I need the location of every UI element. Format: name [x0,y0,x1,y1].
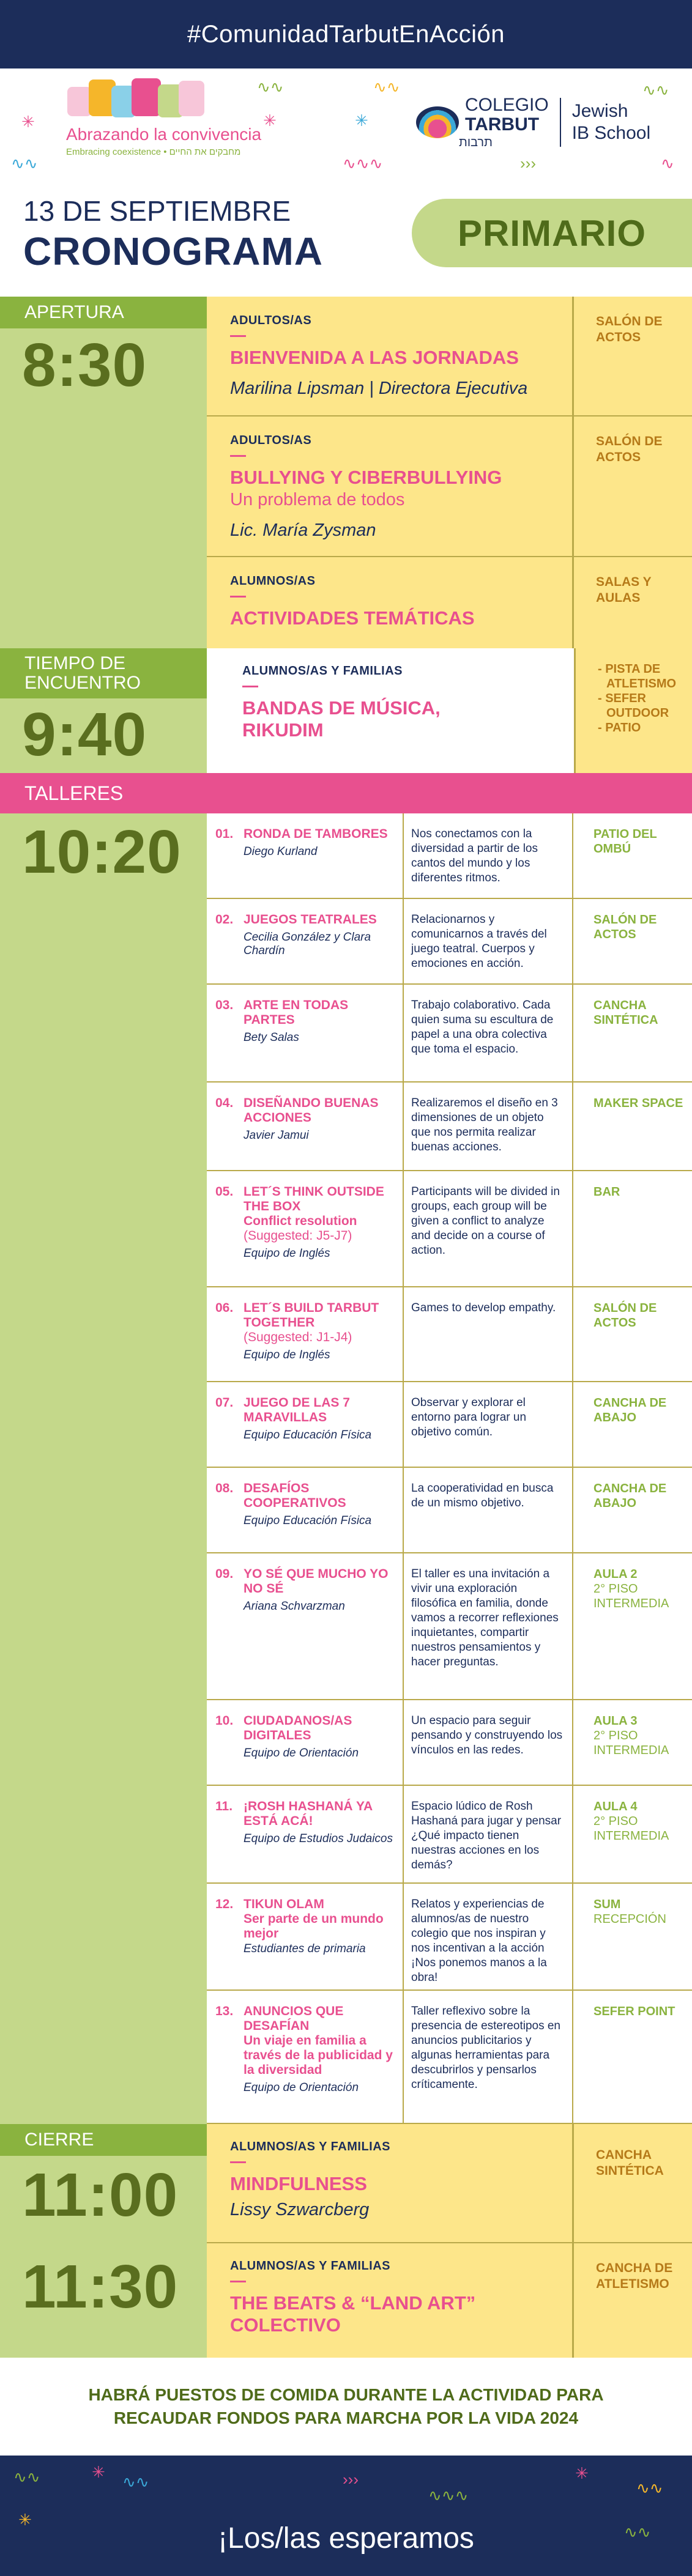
apertura-label: APERTURA [0,297,207,328]
event-audience: ALUMNOS/AS Y FAMILIAS [230,2140,391,2153]
workshop-location: PATIO DEL OMBÚ [593,827,657,856]
event-title-line: RIKUDIM [242,719,324,741]
workshop-location: BAR [593,1185,620,1199]
workshop-row [207,985,692,1083]
workshop-location: MAKER SPACE [593,1097,683,1110]
event-audience: ALUMNOS/AS Y FAMILIAS [230,2259,391,2273]
squiggle-icon: ∿ [661,154,674,172]
workshop-description: Relatos y experiencias de alumnos/as de nuestro colegio que nos inspiran y nos incentivan a la acción ¡Nos ponemos manos a la obra! [411,1898,547,1984]
event-title-line: BANDAS DE MÚSICA, [242,697,441,719]
workshop-row [207,1382,692,1468]
workshop-number: 08. [215,1481,234,1495]
event-title-line: THE BEATS & “LAND ART” [230,2292,476,2314]
workshop-location: AULA 2 [593,1567,638,1581]
squiggle-icon: ∿∿ [122,2473,149,2491]
workshop-title: RONDA DE TAMBORES [244,827,388,841]
location-line: ATLETISMO [596,2277,669,2291]
workshop-number: 05. [215,1185,234,1199]
workshop-title: DISEÑANDO BUENAS ACCIONES [244,1096,379,1125]
workshop-host: Equipo de Inglés [244,1349,330,1361]
accent-dash [230,2281,246,2282]
squiggle-icon: ∿∿∿ [428,2486,469,2504]
hashtag-banner [0,0,692,68]
squiggle-icon: ∿∿ [624,2523,651,2541]
encuentro-label-line: ENCUENTRO [24,673,141,693]
workshop-title: TIKUN OLAM [244,1897,324,1911]
workshop-row [207,1786,692,1884]
workshop-host: Equipo de Inglés [244,1247,330,1260]
event-row [207,297,692,416]
workshop-description: Games to develop empathy. [411,1301,556,1314]
event-speaker: Lic. María Zysman [230,520,376,540]
convivencia-title: Abrazando la convivencia [66,125,262,144]
talleres-label: TALLERES [24,782,124,804]
sparkle-icon: ✳ [263,111,277,130]
workshop-row [207,1991,692,2124]
workshop-description: Nos conectamos con la diversidad a partir de los cantos del mundo y los diferentes ritmos. [411,827,538,884]
workshop-row [207,1700,692,1786]
workshop-title: ¡ROSH HASHANÁ YA ESTÁ ACÁ! [244,1799,373,1828]
workshop-location: SUM [593,1898,621,1911]
workshop-row [207,1287,692,1382]
sparkle-icon: ✳ [575,2464,589,2482]
workshop-location-detail: RECEPCIÓN [593,1912,666,1926]
location-line: CANCHA DE [596,2261,673,2275]
workshop-subtitle: Conflict resolution [244,1214,357,1228]
workshop-location: SALÓN DE ACTOS [593,1301,657,1330]
workshop-host: Equipo Educación Física [244,1429,372,1442]
location-line: SALAS Y [596,575,652,589]
workshop-host: Equipo de Estudios Judaicos [244,1832,393,1845]
workshop-number: 09. [215,1567,234,1581]
workshop-description: El taller es una invitación a vivir una exploración filosófica en familia, donde vamos a recorrer reflexiones inquietantes, compartir nuestros pensamientos y hacer preguntas. [411,1567,559,1668]
event-location [574,2124,692,2243]
workshop-note: (Suggested: J1-J4) [244,1330,352,1344]
location-line: SALÓN DE [596,314,663,328]
event-location [574,297,692,416]
workshop-subtitle: Un viaje en familia a través de la publicidad y la diversidad [244,2034,393,2077]
event-audience: ADULTOS/AS [230,314,312,327]
workshop-row [207,1553,692,1700]
encuentro-label [0,648,207,698]
workshop-row [207,1884,692,1991]
sparkle-icon: ✳ [21,113,35,131]
workshop-number: 13. [215,2004,234,2018]
accent-dash [230,2161,246,2163]
talleres-time-column [0,813,207,2124]
workshop-title: ANUNCIOS QUE DESAFÍAN [244,2004,344,2033]
workshop-description: Taller reflexivo sobre la presencia de estereotipos en anuncios publicitarios y algunas herramientas para descubrirlos y pensarlos críticamente. [411,2005,560,2091]
workshop-description: La cooperatividad en busca de un mismo objetivo. [411,1482,554,1509]
location-line: ACTOS [596,450,641,464]
workshop-row [207,899,692,985]
level-badge [412,199,692,267]
workshop-title: JUEGOS TEATRALES [244,912,377,927]
encuentro-time: 9:40 [22,700,147,769]
workshop-location-detail: 2° PISO INTERMEDIA [593,1815,669,1843]
location-line: ATLETISMO [606,677,677,690]
workshop-row [207,813,692,899]
closing-message: ¡Los/las esperamos [218,2522,474,2555]
workshop-number: 07. [215,1396,234,1410]
school-emblem-icon [416,106,459,138]
page-title: CRONOGRAMA [23,229,323,273]
location-line: AULAS [596,591,641,605]
workshop-location: AULA 4 [593,1800,638,1813]
event-title: BIENVENIDA A LAS JORNADAS [230,347,519,368]
accent-dash [230,455,246,457]
workshop-title: LET´S THINK OUTSIDE THE BOX [244,1185,384,1213]
workshop-description: Espacio lúdico de Rosh Hashaná para jugar y pensar ¿Qué impacto tienen nuestras acciones en los demás? [411,1800,562,1871]
location-line: - SEFER [598,692,646,705]
logos-row [0,68,692,183]
workshop-title: JUEGO DE LAS 7 MARAVILLAS [244,1396,350,1424]
workshop-number: 12. [215,1897,234,1911]
location-line: SINTÉTICA [596,2164,664,2178]
talleres-banner [0,773,692,813]
event-speaker: Marilina Lipsman | Directora Ejecutiva [230,379,528,398]
chevrons-icon: ››› [520,154,536,172]
workshop-host: Bety Salas [244,1031,299,1044]
event-speaker: Lissy Szwarcberg [230,2200,370,2219]
final-time: 11:30 [22,2252,179,2321]
sparkle-icon: ✳ [92,2463,105,2481]
event-row [207,557,692,648]
squiggle-icon: ∿∿ [11,154,38,172]
school-name-line2: TARBUT [465,114,540,135]
squiggle-icon: ∿∿ [642,81,669,99]
accent-dash [230,335,246,337]
sparkle-icon: ✳ [355,111,368,130]
workshop-host: Diego Kurland [244,845,318,858]
location-line: - PISTA DE [598,662,661,676]
sparkle-icon: ✳ [18,2511,32,2529]
event-location [574,416,692,557]
event-title: BULLYING Y CIBERBULLYING [230,467,502,488]
event-title-line: COLECTIVO [230,2314,341,2336]
workshop-host: Javier Jamui [244,1129,309,1142]
apertura-time: 8:30 [22,331,147,399]
event-date: 13 DE SEPTIEMBRE [23,195,291,227]
squiggle-icon: ∿∿ [13,2468,40,2486]
talleres-time: 10:20 [22,818,182,886]
event-audience: ALUMNOS/AS Y FAMILIAS [242,664,403,678]
workshop-subtitle: Ser parte de un mundo mejor [244,1912,384,1941]
workshop-number: 01. [215,827,234,841]
school-name-line1: COLEGIO [465,94,549,115]
workshop-description: Trabajo colaborativo. Cada quien suma su escultura de papel a una obra colectiva que toma el espacio. [411,999,554,1056]
note-line: HABRÁ PUESTOS DE COMIDA DURANTE LA ACTIVIDAD PARA [88,2385,604,2404]
workshop-host: Equipo de Orientación [244,2081,359,2094]
workshop-host: Cecilia González y Clara Chardín [244,931,371,957]
location-line: ACTOS [596,330,641,344]
workshop-row [207,1468,692,1553]
workshop-number: 04. [215,1096,234,1110]
workshop-description: Realizaremos el diseño en 3 dimensiones de un objeto que nos permita realizar buenas acciones. [411,1097,558,1153]
event-row [207,2124,692,2243]
workshop-location: AULA 3 [593,1714,638,1728]
workshop-description: Participants will be divided in groups, each group will be given a conflict to analyze and decide on a course of action. [411,1185,560,1257]
location-line: SALÓN DE [596,434,663,448]
squiggle-icon: ∿∿∿ [343,154,383,172]
convivencia-subtitle: Embracing coexistence • מחבקים את החיים [66,147,241,157]
workshop-description: Relacionarnos y comunicarnos a través del juego teatral. Cuerpos y emociones en acción. [411,913,547,970]
workshop-row [207,1171,692,1287]
cierre-label: CIERRE [0,2124,207,2156]
workshop-host: Estudiantes de primaria [244,1942,366,1955]
level-label: PRIMARIO [458,212,646,254]
ib-school-label: IB School [571,123,651,143]
workshop-location: CANCHA SINTÉTICA [593,999,658,1027]
workshop-title: ARTE EN TODAS PARTES [244,998,349,1027]
workshop-host: Ariana Schvarzman [244,1600,345,1613]
workshop-title: YO SÉ QUE MUCHO YO NO SÉ [244,1567,389,1596]
event-subtitle: Un problema de todos [230,490,405,509]
location-line: OUTDOOR [606,706,669,720]
workshop-number: 06. [215,1301,234,1315]
footer-banner [0,2456,692,2576]
location-line: - PATIO [598,721,641,735]
fundraising-note [0,2358,692,2456]
hashtag-text: #ComunidadTarbutEnAcción [187,20,505,48]
event-row [207,648,692,773]
location-line: CANCHA [596,2148,652,2162]
workshop-number: 03. [215,998,234,1012]
squiggle-icon: ∿∿ [373,78,400,96]
workshop-location-detail: 2° PISO INTERMEDIA [593,1729,669,1757]
workshop-row [207,1083,692,1171]
workshop-location: CANCHA DE ABAJO [593,1396,667,1424]
workshop-host: Equipo de Orientación [244,1747,359,1760]
workshop-location: CANCHA DE ABAJO [593,1482,667,1510]
event-audience: ADULTOS/AS [230,434,312,447]
jewish-label: Jewish [571,101,628,121]
event-location [574,2243,692,2358]
workshop-title: CIUDADANOS/AS DIGITALES [244,1714,352,1742]
chevrons-icon: ››› [343,2470,359,2489]
event-row [207,2243,692,2358]
event-location [574,557,692,648]
event-audience: ALUMNOS/AS [230,574,316,588]
workshop-description: Observar y explorar el entorno para lograr un objetivo común. [411,1396,527,1438]
accent-dash [242,686,258,687]
workshop-number: 11. [215,1799,233,1813]
workshop-location: SEFER POINT [593,2005,675,2018]
workshop-number: 10. [215,1714,234,1728]
encuentro-label-line: TIEMPO DE [24,653,126,673]
event-title: ACTIVIDADES TEMÁTICAS [230,607,475,629]
accent-dash [230,596,246,598]
workshop-location-detail: 2° PISO INTERMEDIA [593,1582,669,1610]
workshop-number: 02. [215,912,234,927]
workshop-title: DESAFÍOS COOPERATIVOS [244,1481,346,1510]
event-location [574,648,692,773]
logo-divider [560,98,561,147]
squiggle-icon: ∿∿ [257,78,284,96]
workshop-title: LET´S BUILD TARBUT TOGETHER [244,1301,379,1330]
workshop-description: Un espacio para seguir pensando y construyendo los vínculos en las redes. [411,1714,563,1756]
cierre-time: 11:00 [22,2161,179,2229]
event-title: MINDFULNESS [230,2173,367,2194]
workshop-location: SALÓN DE ACTOS [593,913,657,941]
event-row [207,416,692,557]
note-line: RECAUDAR FONDOS PARA MARCHA POR LA VIDA 2024 [113,2408,579,2427]
school-logo [416,93,667,152]
squiggle-icon: ∿∿ [636,2479,663,2497]
workshop-note: (Suggested: J5-J7) [244,1229,352,1243]
school-hebrew-name: תרבות [459,135,493,149]
workshop-host: Equipo Educación Física [244,1514,372,1527]
